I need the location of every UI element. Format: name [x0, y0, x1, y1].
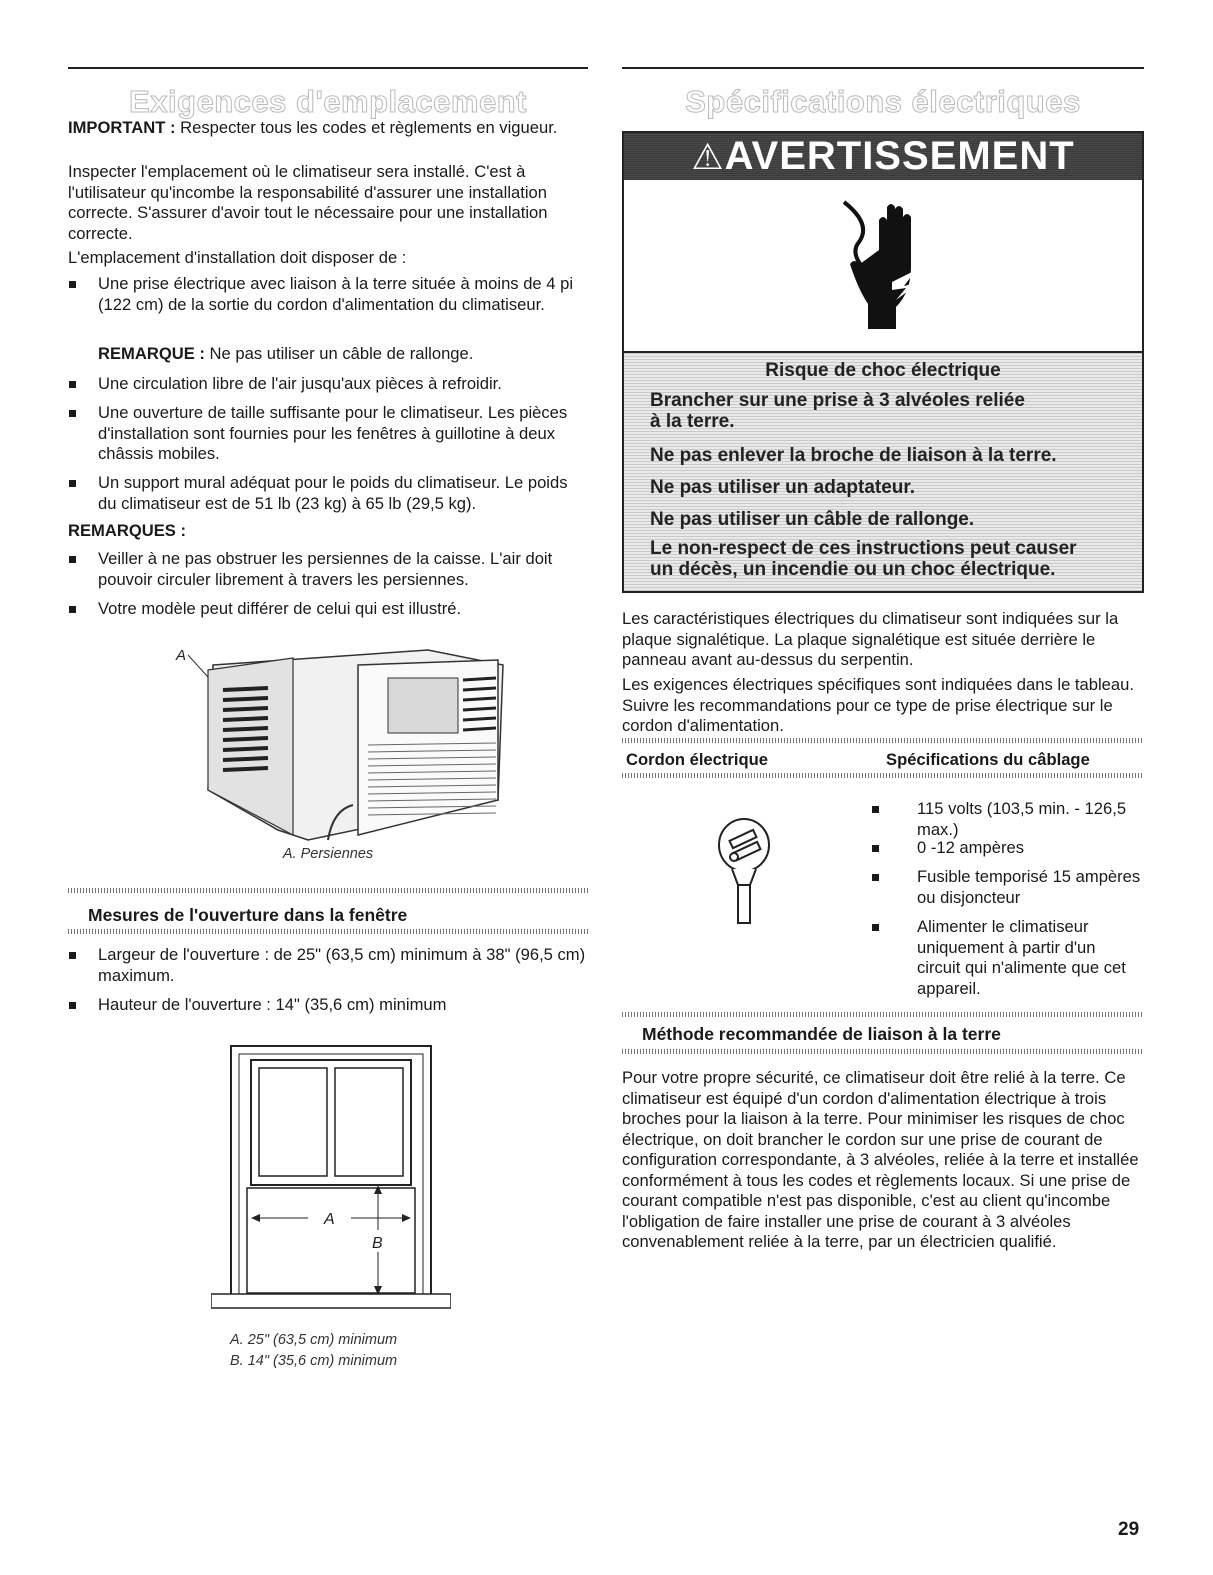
window-opening-heading: Mesures de l'ouverture dans la fenêtre [88, 905, 408, 925]
warning-line: un décès, un incendie ou un choc électrique. [650, 559, 1056, 580]
wiring-spec-item: 0 -12 ampères [872, 838, 1142, 859]
warning-header [624, 133, 1142, 180]
window-caption-b: B. 14" (35,6 cm) minimum [230, 1353, 398, 1369]
warning-box [622, 131, 1144, 593]
warning-title: AVERTISSEMENT [724, 134, 1075, 178]
warning-line: Ne pas enlever la broche de liaison à la terre. [650, 445, 1057, 466]
electrical-paragraph-1: Les caractéristiques électriques du climatiseur sont indiquées sur la plaque signalétique. La plaque signalétique est située derrière le panneau avant au-dessus du serpentin. [622, 609, 1119, 669]
inspect-paragraph: Inspecter l'emplacement où le climatiseur sera installé. C'est à l'utilisateur qu'incombe la responsabilité d'assurer une installation correcte. S'assurer d'avoir tout le nécessaire pour une installation correcte. [68, 162, 548, 243]
table-header-wiring: Spécifications du câblage [886, 750, 1090, 769]
warning-line: Ne pas utiliser un câble de rallonge. [650, 509, 975, 530]
warning-line: à la terre. [650, 411, 735, 432]
window-opening-diagram [211, 1040, 451, 1325]
warning-line: Brancher sur une prise à 3 alvéoles reliée [650, 390, 1025, 411]
power-plug-icon [712, 815, 777, 930]
list-item: Veiller à ne pas obstruer les persiennes de la caisse. L'air doit pouvoir circuler librement à travers les persiennes. [68, 549, 588, 590]
grounding-heading: Méthode recommandée de liaison à la terre [642, 1024, 1001, 1044]
hatch-divider [68, 888, 588, 893]
electric-shock-hand-icon [834, 190, 954, 340]
wiring-spec-item: Fusible temporisé 15 ampères ou disjoncteur [872, 867, 1142, 908]
ac-callout-a: A [176, 647, 187, 664]
window-label-a: A [324, 1211, 335, 1228]
list-item: Une ouverture de taille suffisante pour le climatiseur. Les pièces d'installation sont fournies pour les fenêtres à guillotine à deux châssis mobiles. [68, 403, 588, 465]
wiring-spec-item: Alimenter le climatiseur uniquement à partir d'un circuit qui n'alimente que cet appareil. [872, 917, 1142, 999]
section-title-electrical: Spécifications électriques [685, 84, 1081, 119]
electrical-paragraph-2: Les exigences électriques spécifiques sont indiquées dans le tableau. Suivre les recommandations pour ce type de prise électrique sur le cordon d'alimentation. [622, 675, 1134, 735]
wiring-spec-item: 115 volts (103,5 min. - 126,5 max.) [872, 799, 1142, 840]
warning-line: Risque de choc électrique [765, 360, 1001, 381]
top-rule [622, 67, 1144, 69]
location-intro: L'emplacement d'installation doit disposer de : [68, 248, 407, 267]
page-number: 29 [1118, 1519, 1140, 1540]
hatch-divider [622, 773, 1144, 778]
list-item: Votre modèle peut différer de celui qui est illustré. [68, 599, 588, 620]
warning-text-area [624, 353, 1142, 591]
remarques-heading: REMARQUES : [68, 521, 187, 540]
grounding-paragraph: Pour votre propre sécurité, ce climatiseur doit être relié à la terre. Ce climatiseur est équipé d'un cordon d'alimentation électrique à trois broches pour la liaison à la terre. Pour minimiser les risques de choc électrique, on doit brancher le cordon sur une prise de courant de configuration correspondante, à 3 alvéoles, reliée à la terre et installée conformément à tous les codes et règlements locaux. Si une prise de courant compatible n'est pas disponible, c'est au client qu'incombe l'obligation de faire installer une prise de courant à 3 alvéoles convenablement reliée à la terre, par un électricien qualifié. [622, 1068, 1139, 1251]
list-item: Hauteur de l'ouverture : 14" (35,6 cm) minimum [68, 995, 588, 1016]
window-label-b: B [372, 1235, 383, 1252]
window-caption-a: A. 25" (63,5 cm) minimum [230, 1332, 398, 1348]
ac-caption: A. Persiennes [282, 846, 374, 862]
list-item: Un support mural adéquat pour le poids du climatiseur. Le poids du climatiseur est de 51 lb (23 kg) à 65 lb (29,5 kg). [68, 473, 588, 514]
hatch-divider [622, 1012, 1144, 1017]
warning-line: Ne pas utiliser un adaptateur. [650, 477, 916, 498]
hatch-divider [622, 738, 1144, 743]
warning-image-area [624, 180, 1142, 353]
air-conditioner-illustration [168, 640, 508, 845]
important-note: IMPORTANT : Respecter tous les codes et règlements en vigueur. [68, 118, 558, 137]
hatch-divider [622, 1049, 1144, 1054]
remarque-note: REMARQUE : Ne pas utiliser un câble de rallonge. [98, 344, 474, 363]
top-rule [68, 67, 588, 69]
warning-line: Le non-respect de ces instructions peut causer [650, 538, 1077, 559]
list-item: Une circulation libre de l'air jusqu'aux pièces à refroidir. [68, 374, 588, 395]
section-title-emplacement: Exigences d'emplacement [129, 84, 527, 119]
warning-triangle-icon: ⚠ [691, 136, 725, 177]
list-item: Largeur de l'ouverture : de 25" (63,5 cm) minimum à 38" (96,5 cm) maximum. [68, 945, 588, 986]
hatch-divider [68, 929, 588, 934]
table-header-cord: Cordon électrique [626, 750, 768, 769]
list-item: Une prise électrique avec liaison à la terre située à moins de 4 pi (122 cm) de la sortie du cordon d'alimentation du climatiseur. [68, 274, 588, 315]
